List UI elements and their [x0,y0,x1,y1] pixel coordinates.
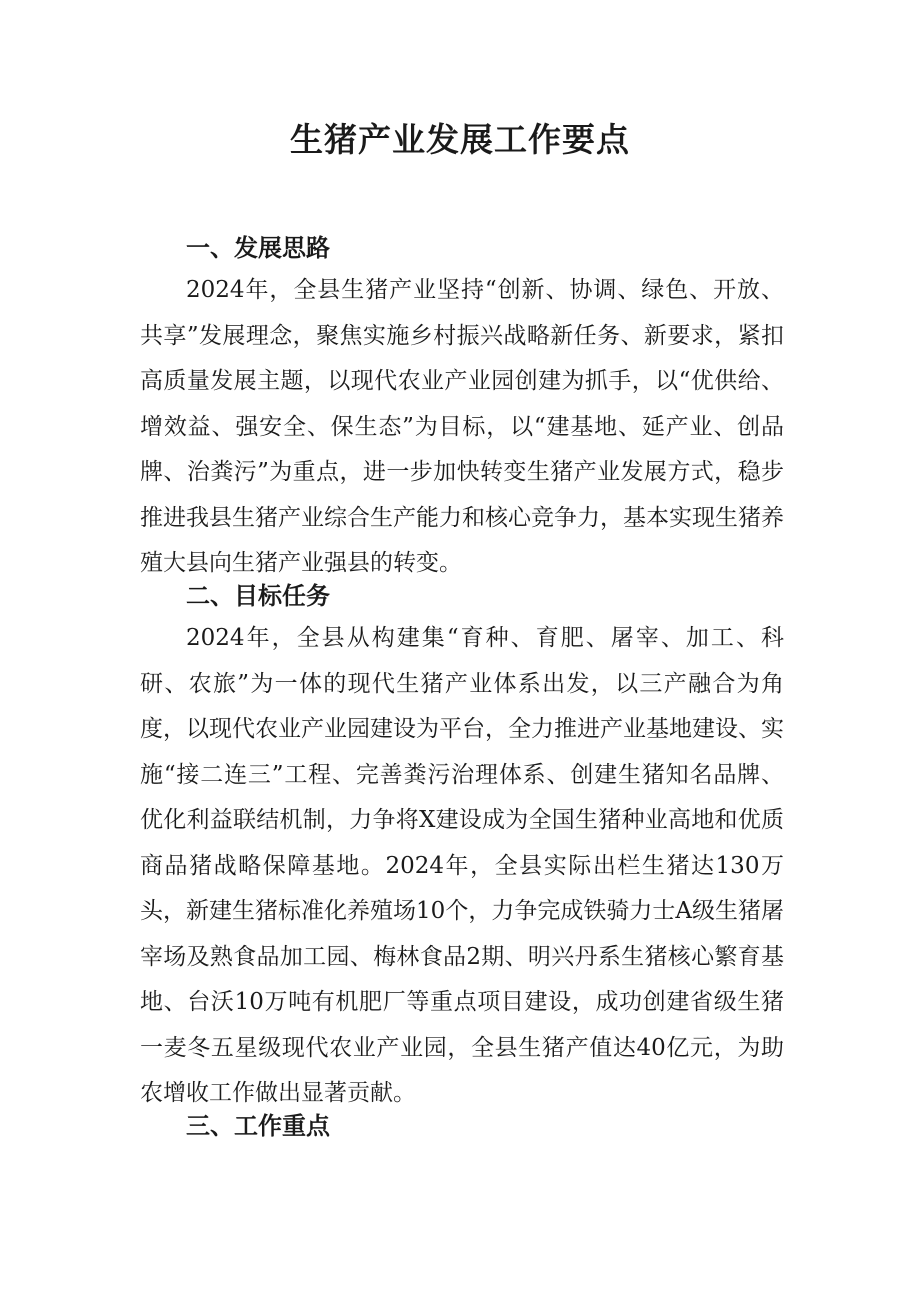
section-heading-1: 一、发展思路 [186,234,330,262]
section-paragraph-1: 2024年，全县生猪产业坚持“创新、协调、绿色、开放、共享”发展理念，聚焦实施乡村振兴战略新任务、新要求，紧扣高质量发展主题，以现代农业产业园创建为抓手，以“优供给、增效益、强安全、保生态”为目标，以“建基地、延产业、创品牌、治粪污”为重点，进一步加快转变生猪产业发展方式，稳步推进我县生猪产业综合生产能力和核心竞争力，基本实现生猪养殖大县向生猪产业强县的转变。 [140,277,784,576]
document-title: 生猪产业发展工作要点 [290,120,630,159]
section-paragraph-2: 2024年，全县从构建集“育种、育肥、屠宰、加工、科研、农旅”为一体的现代生猪产业体系出发，以三产融合为角度，以现代农业产业园建设为平台，全力推进产业基地建设、实施“接二连三”工程、完善粪污治理体系、创建生猪知名品牌、优化利益联结机制，力争将X建设成为全国生猪种业高地和优质商品猪战略保障基地。2024年，全县实际出栏生猪达130万头，新建生猪标准化养殖场10个，力争完成铁骑力士A级生猪屠宰场及熟食品加工园、梅林食品2期、明兴丹系生猪核心繁育基地、台沃10万吨有机肥厂等重点项目建设，成功创建省级生猪一麦冬五星级现代农业产业园，全县生猪产值达40亿元，为助农增收工作做出显著贡献。 [140,625,784,1106]
section-heading-2: 二、目标任务 [186,582,330,610]
section-heading-3: 三、工作重点 [186,1112,330,1140]
